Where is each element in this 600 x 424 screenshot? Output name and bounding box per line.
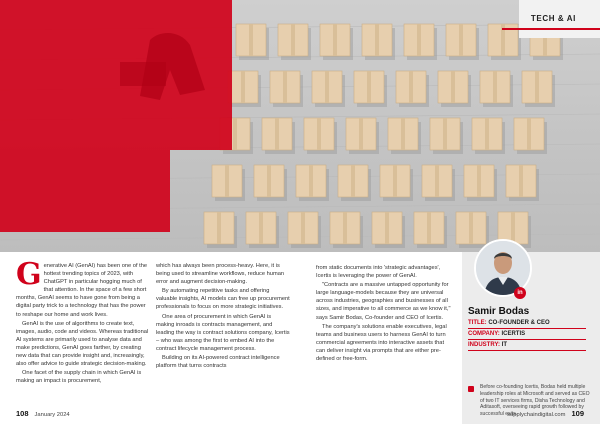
box-tape bbox=[401, 118, 405, 150]
box-tape bbox=[427, 212, 431, 244]
footer-left bbox=[16, 409, 70, 418]
box-tape bbox=[477, 165, 481, 197]
section-tag-rule bbox=[502, 28, 600, 30]
article-paragraph: By automating repetitive tasks and offering valuable insights, AI models can free up procurement professionals to focus on more strategic initiatives. bbox=[156, 288, 290, 311]
profile-industry-row: INDUSTRY: IT bbox=[468, 342, 586, 351]
box-tape bbox=[249, 24, 253, 56]
article-paragraph: which has always been process-heavy. Here, it is being used to streamline workflows, reduce human error and augment decision-making. bbox=[156, 263, 285, 286]
issue-date: January 2024 bbox=[34, 412, 70, 418]
site-url: supplychaindigital.com bbox=[507, 412, 566, 418]
footer-right bbox=[507, 409, 584, 418]
box-tape bbox=[417, 24, 421, 56]
page-number-left: 108 bbox=[16, 409, 29, 418]
red-overlay bbox=[0, 0, 232, 232]
page-number-right: 109 bbox=[571, 409, 584, 418]
article-paragraph: from static documents into 'strategic advantages', Icertis is leveraging the power of GenAI. bbox=[316, 265, 441, 280]
box-tape bbox=[217, 212, 221, 244]
article-column-2 bbox=[156, 262, 290, 371]
linkedin-icon[interactable]: in bbox=[514, 287, 526, 299]
box-tape bbox=[267, 165, 271, 197]
article-paragraph: Building on its AI-powered contract intelligence platform that turns contracts bbox=[156, 355, 280, 370]
box-tape bbox=[493, 71, 497, 103]
box-tape bbox=[309, 165, 313, 197]
box-tape bbox=[343, 212, 347, 244]
box-tape bbox=[351, 165, 355, 197]
box-tape bbox=[241, 71, 245, 103]
box-tape bbox=[435, 165, 439, 197]
box-tape bbox=[233, 118, 237, 150]
box-tape bbox=[333, 24, 337, 56]
box-tape bbox=[385, 212, 389, 244]
box-tape bbox=[443, 118, 447, 150]
article-column-3 bbox=[316, 264, 454, 364]
article-paragraph: One area of procurement in which GenAI is making inroads is contracts management, and leading the way is contract solutions company, Icertis – who was among the first to embed AI into the contract lifecycle management process. bbox=[156, 313, 290, 352]
box-tape bbox=[375, 24, 379, 56]
box-tape bbox=[325, 71, 329, 103]
box-tape bbox=[275, 118, 279, 150]
box-tape bbox=[367, 71, 371, 103]
dropcap: G bbox=[16, 257, 42, 292]
article-paragraph: The company's solutions enable executives, legal teams and business users to harness GenAI to turn commercial agreements into interactive assets that can deliver insight via prompts that are either pre-defined or free-form. bbox=[316, 323, 447, 363]
box-tape bbox=[317, 118, 321, 150]
box-tape bbox=[301, 212, 305, 244]
profile-name: Samir Bodas bbox=[468, 306, 530, 317]
article-paragraph: GenAI is the use of algorithms to create text, images, audio, code and videos. Whereas traditional AI systems are primarily used to analyse data and make predictions, GenAI goes farther, by creating new data that can provide insight and, increasingly, also offer advice to guide strategic decision-making. bbox=[16, 320, 149, 368]
box-tape bbox=[393, 165, 397, 197]
profile-title-row: TITLE: CO-FOUNDER & CEO bbox=[468, 320, 586, 329]
article-column-1 bbox=[16, 257, 150, 386]
article-paragraph: "Contracts are a massive untapped opportunity for large language-models because they are universal across industries, geographies and businesses of all sizes, and imperative to all commerce as we know it," says Samir Bodas, Co-founder and CEO of Icertis. bbox=[316, 282, 451, 321]
box-tape bbox=[291, 24, 295, 56]
box-tape bbox=[469, 212, 473, 244]
profile-bio: Before co-founding Icertis, Bodas held multiple leadership roles at Microsoft and served as CEO of two IT services firms, Disha Technology and Aditasoft, overseeing rapid growth followed by successful exits. bbox=[480, 384, 590, 418]
box-tape bbox=[259, 212, 263, 244]
box-tape bbox=[485, 118, 489, 150]
box-tape bbox=[283, 71, 287, 103]
box-tape bbox=[519, 165, 523, 197]
section-tag: TECH & AI bbox=[530, 14, 576, 23]
carried-box bbox=[120, 62, 166, 86]
box-tape bbox=[527, 118, 531, 150]
box-tape bbox=[511, 212, 515, 244]
box-tape bbox=[359, 118, 363, 150]
box-tape bbox=[535, 71, 539, 103]
article-paragraph: Generative AI (GenAI) has been one of the hottest trending topics of 2023, with ChatGPT in particular hogging much of that attention. In the space of a few short months, GenAI seems to have gone from being a digital party trick to a technology that has the power to reshape our home and work lives. bbox=[16, 257, 148, 318]
box-tape bbox=[409, 71, 413, 103]
article-paragraph: One facet of the supply chain in which GenAI is making an impact is procurement, bbox=[16, 370, 142, 385]
bio-marker-icon bbox=[468, 386, 474, 392]
profile-company-row: COMPANY: ICERTIS bbox=[468, 331, 586, 340]
box-tape bbox=[459, 24, 463, 56]
box-tape bbox=[451, 71, 455, 103]
box-tape bbox=[225, 165, 229, 197]
